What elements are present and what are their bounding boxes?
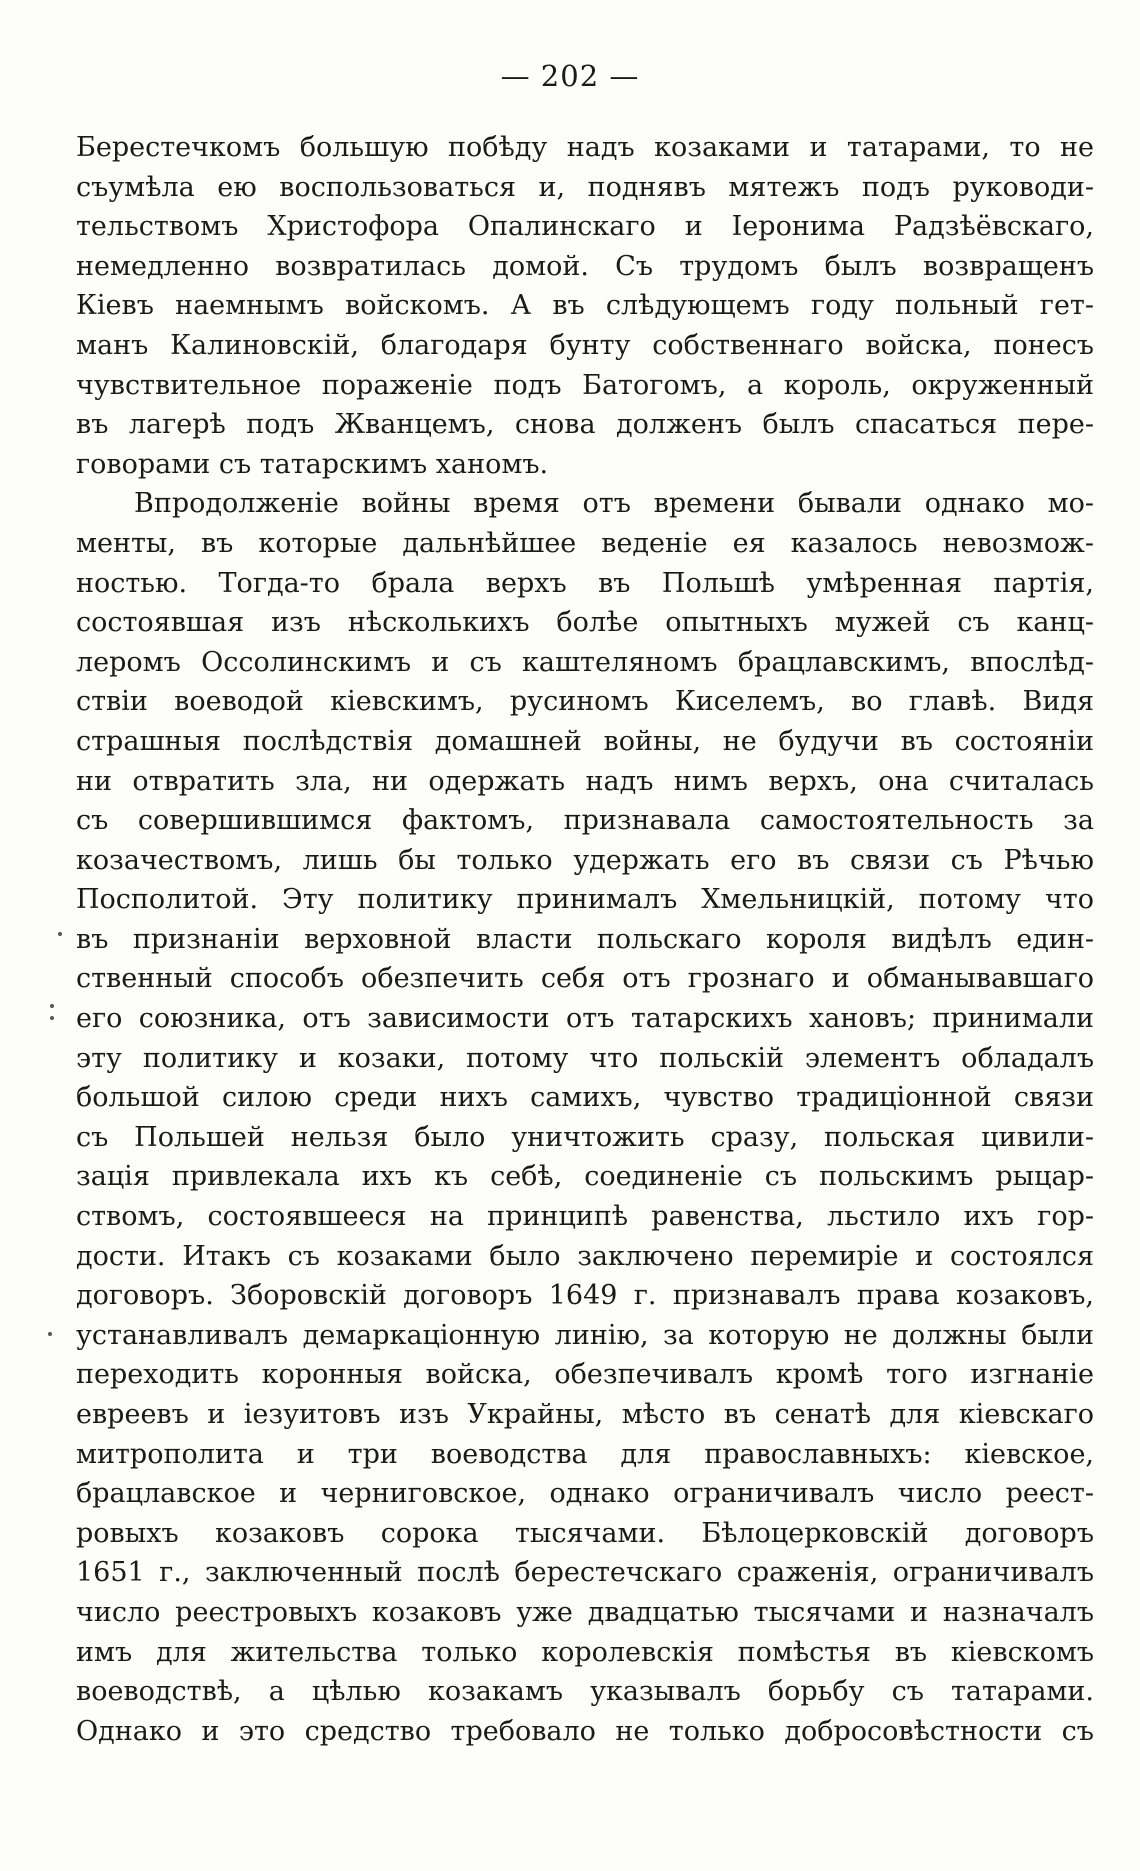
- text-line: Кіевъ наемнымъ войскомъ. А въ слѣдующемъ году польный гет-: [76, 290, 1094, 322]
- text-line: ностью. Тогда-то брала верхъ въ Польшѣ умѣренная партія,: [76, 567, 1094, 599]
- text-line: манъ Калиновскій, благодаря бунту собственнаго войска, понесъ: [76, 329, 1094, 361]
- text-line: имъ для жительства только королевскія помѣстья въ кіевскомъ: [76, 1636, 1094, 1668]
- text-line: ствомъ, состоявшееся на принципѣ равенства, льстило ихъ гор-: [76, 1201, 1094, 1233]
- text-line: ровыхъ козаковъ сорока тысячами. Бѣлоцерковскій договоръ: [76, 1517, 1094, 1549]
- text-line: тельствомъ Христофора Опалинскаго и Іеронима Радзѣёвскаго,: [76, 211, 1094, 243]
- paragraph: [76, 484, 1094, 1751]
- text-line: съумѣла ею воспользоваться и, поднявъ мятежъ подъ руководи-: [76, 171, 1094, 203]
- text-line: переходить коронныя войска, обезпечивалъ кромѣ того изгнаніе: [76, 1359, 1094, 1391]
- text-line: Берестечкомъ большую побѣду надъ козаками и татарами, то не: [76, 132, 1094, 163]
- text-line: чувствительное пораженіе подъ Батогомъ, а король, окруженный: [76, 369, 1094, 401]
- text-line: зація привлекала ихъ къ себѣ, соединеніе съ польскимъ рыцар-: [76, 1161, 1094, 1193]
- margin-dot: [48, 1332, 52, 1336]
- margin-dot: [58, 932, 62, 936]
- page-number: — 202 —: [500, 59, 640, 93]
- text-line: ствіи воеводой кіевскимъ, русиномъ Киселемъ, во главѣ. Видя: [76, 686, 1094, 718]
- text-line: въ признаніи верховной власти польскаго короля видѣлъ един-: [76, 923, 1094, 955]
- paragraph: [76, 128, 1094, 484]
- text-line: съ Польшей нельзя было уничтожить сразу, польская цивили-: [76, 1121, 1094, 1153]
- text-line: состоявшая изъ нѣсколькихъ болѣе опытныхъ мужей съ канц-: [76, 607, 1094, 639]
- text-line: ственный способъ обезпечить себя отъ грознаго и обманывавшаго: [76, 963, 1094, 995]
- text-line: Посполитой. Эту политику принималъ Хмельницкій, потому что: [76, 884, 1094, 916]
- text-line: дости. Итакъ съ козаками было заключено перемиріе и состоялся: [76, 1240, 1094, 1272]
- text-line: устанавливалъ демаркаціонную линію, за которую не должны были: [76, 1319, 1094, 1351]
- text-line: Однако и это средство требовало не только добросовѣстности съ: [76, 1715, 1094, 1747]
- text-line: съ совершившимся фактомъ, признавала самостоятельность за: [76, 805, 1094, 837]
- text-line: воеводствѣ, а цѣлью козакамъ указывалъ борьбу съ татарами.: [76, 1676, 1094, 1708]
- body-text: [76, 128, 1094, 1751]
- text-line: митрополита и три воеводства для православныхъ: кіевское,: [76, 1438, 1094, 1470]
- text-line: ни отвратить зла, ни одержать надъ нимъ верхъ, она считалась: [76, 765, 1094, 797]
- text-line: менты, въ которые дальнѣйшее веденіе ея казалось невозмож-: [76, 527, 1094, 559]
- text-line: большой силою среди нихъ самихъ, чувство традиціонной связи: [76, 1082, 1094, 1114]
- text-line: леромъ Оссолинскимъ и съ каштеляномъ брацлавскимъ, впослѣд-: [76, 646, 1094, 678]
- text-line: Впродолженіе войны время отъ времени бывали однако мо-: [134, 488, 1094, 520]
- text-line: говорами съ татарскимъ ханомъ.: [76, 448, 549, 480]
- text-line: брацлавское и черниговское, однако ограничивалъ число реест-: [76, 1478, 1094, 1510]
- text-line: евреевъ и іезуитовъ изъ Украйны, мѣсто въ сенатѣ для кіевскаго: [76, 1399, 1094, 1430]
- text-line: въ лагерѣ подъ Жванцемъ, снова долженъ былъ спасаться пере-: [76, 409, 1094, 441]
- text-line: 1651 г., заключенный послѣ берестечскаго сраженія, ограничивалъ: [76, 1557, 1094, 1589]
- margin-dot: [50, 1004, 54, 1008]
- margin-dot: [50, 1016, 54, 1020]
- text-line: эту политику и козаки, потому что польскій элементъ обладалъ: [76, 1042, 1094, 1074]
- text-line: его союзника, отъ зависимости отъ татарскихъ хановъ; принимали: [76, 1003, 1094, 1035]
- text-line: договоръ. Зборовскій договоръ 1649 г. признавалъ права козаковъ,: [76, 1280, 1094, 1312]
- text-line: страшныя послѣдствія домашней войны, не будучи въ состояніи: [76, 725, 1094, 757]
- text-line: число реестровыхъ козаковъ уже двадцатью тысячами и назначалъ: [76, 1596, 1094, 1628]
- text-line: козачествомъ, лишь бы только удержать его въ связи съ Рѣчью: [76, 844, 1094, 876]
- text-line: немедленно возвратилась домой. Съ трудомъ былъ возвращенъ: [76, 250, 1094, 282]
